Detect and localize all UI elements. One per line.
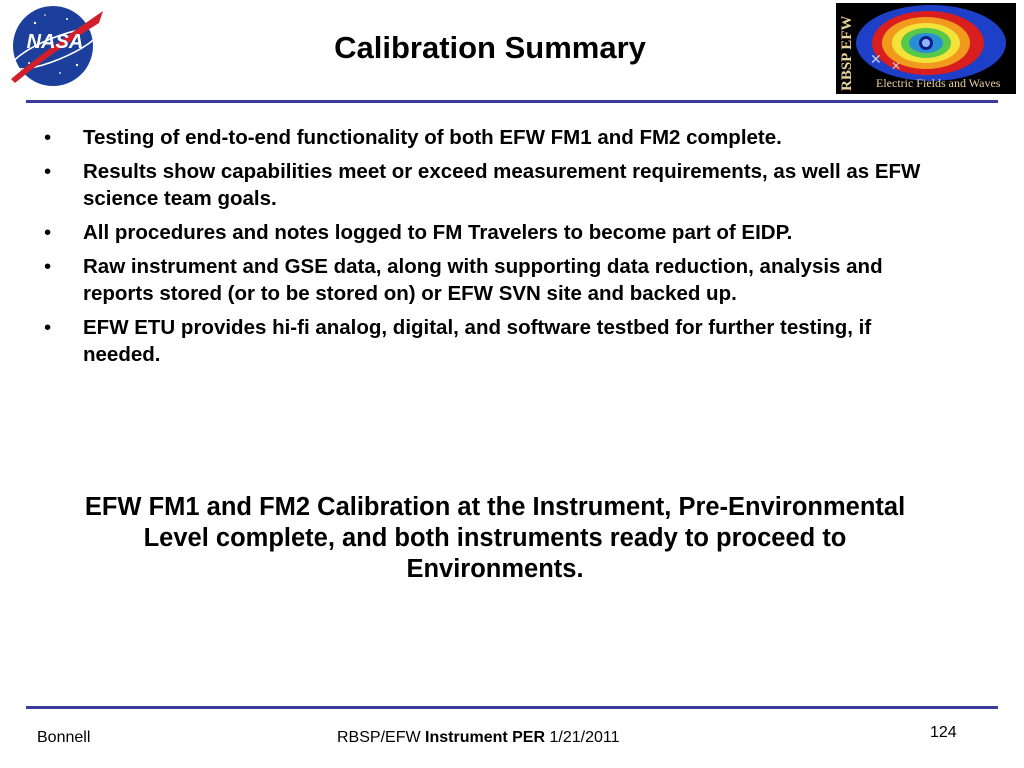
footer-author: Bonnell [37,729,91,746]
rbsp-efw-logo [836,3,1016,94]
bullet-text: All procedures and notes logged to FM Travelers to become part of EIDP. [83,221,793,244]
svg-text:✕: ✕ [891,59,902,73]
svg-text:✕: ✕ [870,51,882,67]
bullet-icon: • [44,160,52,183]
nasa-logo-text: NASA [26,31,84,53]
conclusion-statement: EFW FM1 and FM2 Calibration at the Instrument, Pre-Environmental Level complete, and both instruments ready to proceed to Environments. [84,493,906,583]
bullet-text: Testing of end-to-end functionality of both EFW FM1 and FM2 complete. [83,126,782,149]
bullet-item [44,314,944,368]
bullet-item [44,124,944,151]
nasa-meatball-icon [5,3,105,89]
footer-center-suffix: 1/21/2011 [545,729,620,746]
nasa-logo [5,3,105,89]
bullet-icon: • [44,221,52,244]
footer-center-prefix: RBSP/EFW [337,729,426,746]
bullet-icon: • [44,316,52,339]
bullet-text: Results show capabilities meet or exceed measurement requirements, as well as EFW science team goals. [83,160,921,210]
footer-center-bold: Instrument PER [425,729,546,746]
bullet-item [44,158,944,212]
page-number: 124 [930,724,957,741]
bullet-text: EFW ETU provides hi-fi analog, digital, and software testbed for further testing, if needed. [83,316,872,366]
bullet-item [44,219,944,246]
header-divider [26,100,998,103]
bullet-icon: • [44,126,52,149]
footer-divider [26,706,998,709]
page-title: Calibration Summary [334,30,646,65]
bullet-item [44,253,944,307]
bullet-list [44,124,944,375]
footer-center [337,729,619,747]
rbsp-efw-logo-caption: Electric Fields and Waves [876,76,1001,90]
bullet-icon: • [44,255,52,278]
rbsp-efw-logo-vertical-text: RBSP EFW [839,15,855,91]
bullet-text: Raw instrument and GSE data, along with supporting data reduction, analysis and reports stored (or to be stored on) or EFW SVN site and backed up. [83,255,883,305]
